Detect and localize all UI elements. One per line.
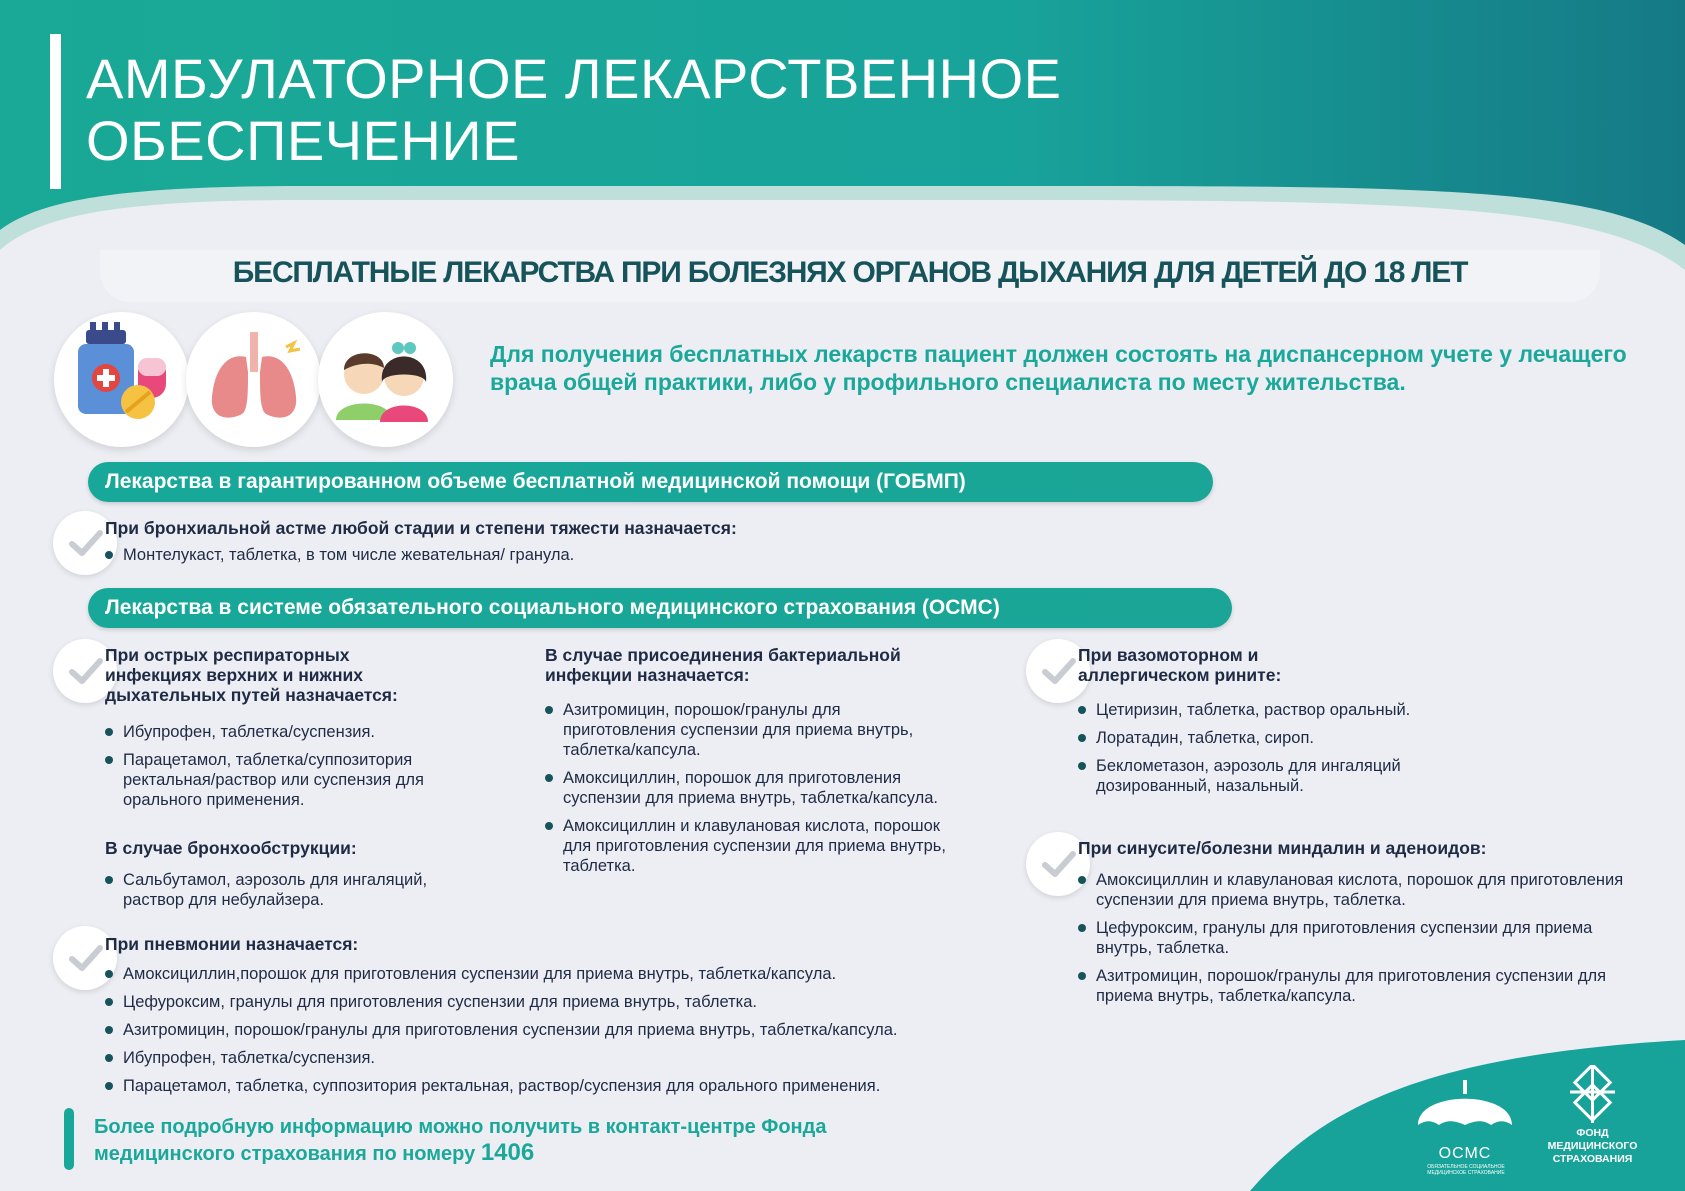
fund-line-2: МЕДИЦИНСКОГО	[1547, 1140, 1638, 1152]
list-item: Парацетамол, таблетка, суппозитория ректальная, раствор/суспензия для орального применения.	[105, 1076, 1005, 1096]
osmc-sublabel: ОБЯЗАТЕЛЬНОЕ СОЦИАЛЬНОЕ МЕДИЦИНСКОЕ СТРАХОВАНИЕ	[1427, 1164, 1505, 1176]
pneumonia-heading: При пневмонии назначается:	[105, 934, 359, 954]
list-item: Парацетамол, таблетка/суппозитория ректальная/раствор или суспензия для орального применения.	[105, 750, 465, 810]
list-item: Лоратадин, таблетка, сироп.	[1078, 728, 1598, 748]
list-item: Сальбутамол, аэрозоль для ингаляций, раствор для небулайзера.	[105, 870, 465, 910]
list-item: Азитромицин, порошок/гранулы для приготовления суспензии для приема внутрь, таблетка/капсула.	[1078, 966, 1648, 1006]
list-item: Беклометазон, аэрозоль для ингаляций дозированный, назальный.	[1078, 756, 1456, 796]
list-item: Цефуроксим, гранулы для приготовления суспензии для приема внутрь, таблетка.	[105, 992, 1005, 1012]
title-line-1: АМБУЛАТОРНОЕ ЛЕКАРСТВЕННОЕ	[86, 47, 1062, 110]
list-item: Цефуроксим, гранулы для приготовления суспензии для приема внутрь, таблетка.	[1078, 918, 1648, 958]
fund-logo	[1525, 1065, 1660, 1180]
footer-line-2-text: медицинского страхования по номеру	[94, 1143, 476, 1165]
list-item: Азитромицин, порошок/гранулы для приготовления суспензии для приема внутрь, таблетка/капсула.	[545, 700, 955, 760]
list-item: Амоксициллин и клавулановая кислота, порошок для приготовления суспензии для приема внутрь, таблетка.	[545, 816, 955, 876]
list-item: Азитромицин, порошок/гранулы для приготовления суспензии для приема внутрь, таблетка/капсула.	[105, 1020, 1005, 1040]
title-line-2: ОБЕСПЕЧЕНИЕ	[86, 109, 520, 172]
bacterial-heading: В случае присоединения бактериальной инфекции назначается:	[545, 645, 901, 685]
list-item: Амоксициллин,порошок для приготовления суспензии для приема внутрь, таблетка/капсула.	[105, 964, 1005, 984]
gobmp-heading: При бронхиальной астме любой стадии и степени тяжести назначается:	[105, 518, 737, 538]
ari-heading: При острых респираторных инфекциях верхних и нижних дыхательных путей назначается:	[105, 645, 398, 705]
contact-number: 1406	[480, 1139, 535, 1166]
list-item: Монтелукаст, таблетка, в том числе жевательная/ гранула.	[105, 545, 1005, 565]
footer-text	[94, 1114, 826, 1167]
sinusitis-heading: При синусите/болезни миндалин и аденоидов:	[1078, 838, 1487, 858]
footer-line-2	[94, 1140, 826, 1167]
rhinitis-heading: При вазомоторном и аллергическом рините:	[1078, 645, 1282, 685]
fund-line-1: ФОНД	[1576, 1127, 1609, 1139]
snowflake-icon	[1525, 1065, 1660, 1125]
list-item: Ибупрофен, таблетка/суспензия.	[105, 722, 465, 742]
footer-accent-bar	[64, 1108, 74, 1170]
fund-line-3: СТРАХОВАНИЯ	[1552, 1153, 1633, 1165]
footer-line-1: Более подробную информацию можно получить в контакт-центре Фонда	[94, 1116, 827, 1138]
list-item: Ибупрофен, таблетка/суспензия.	[105, 1048, 1005, 1068]
list-item: Амоксициллин, порошок для приготовления суспензии для приема внутрь, таблетка/капсула.	[545, 768, 955, 808]
osmc-label: ОСМС	[1438, 1145, 1492, 1162]
section-subtitle: БЕСПЛАТНЫЕ ЛЕКАРСТВА ПРИ БОЛЕЗНЯХ ОРГАНОВ ДЫХАНИЯ ДЛЯ ДЕТЕЙ ДО 18 ЛЕТ	[232, 256, 1468, 289]
intro-text: Для получения бесплатных лекарств пациент должен состоять на диспансерном учете у лечащего врача общей практики, либо у профильного специалиста по месту жительства.	[490, 341, 1627, 395]
fund-name	[1525, 1127, 1660, 1166]
broncho-heading: В случае бронхообструкции:	[105, 838, 357, 858]
gobmp-section-title: Лекарства в гарантированном объеме бесплатной медицинской помощи (ГОБМП)	[88, 462, 1213, 502]
osms-section-title: Лекарства в системе обязательного социального медицинского страхования (ОСМС)	[88, 588, 1232, 628]
list-item: Амоксициллин и клавулановая кислота, порошок для приготовления суспензии для приема внутрь, таблетка.	[1078, 870, 1648, 910]
list-item: Цетиризин, таблетка, раствор оральный.	[1078, 700, 1598, 720]
